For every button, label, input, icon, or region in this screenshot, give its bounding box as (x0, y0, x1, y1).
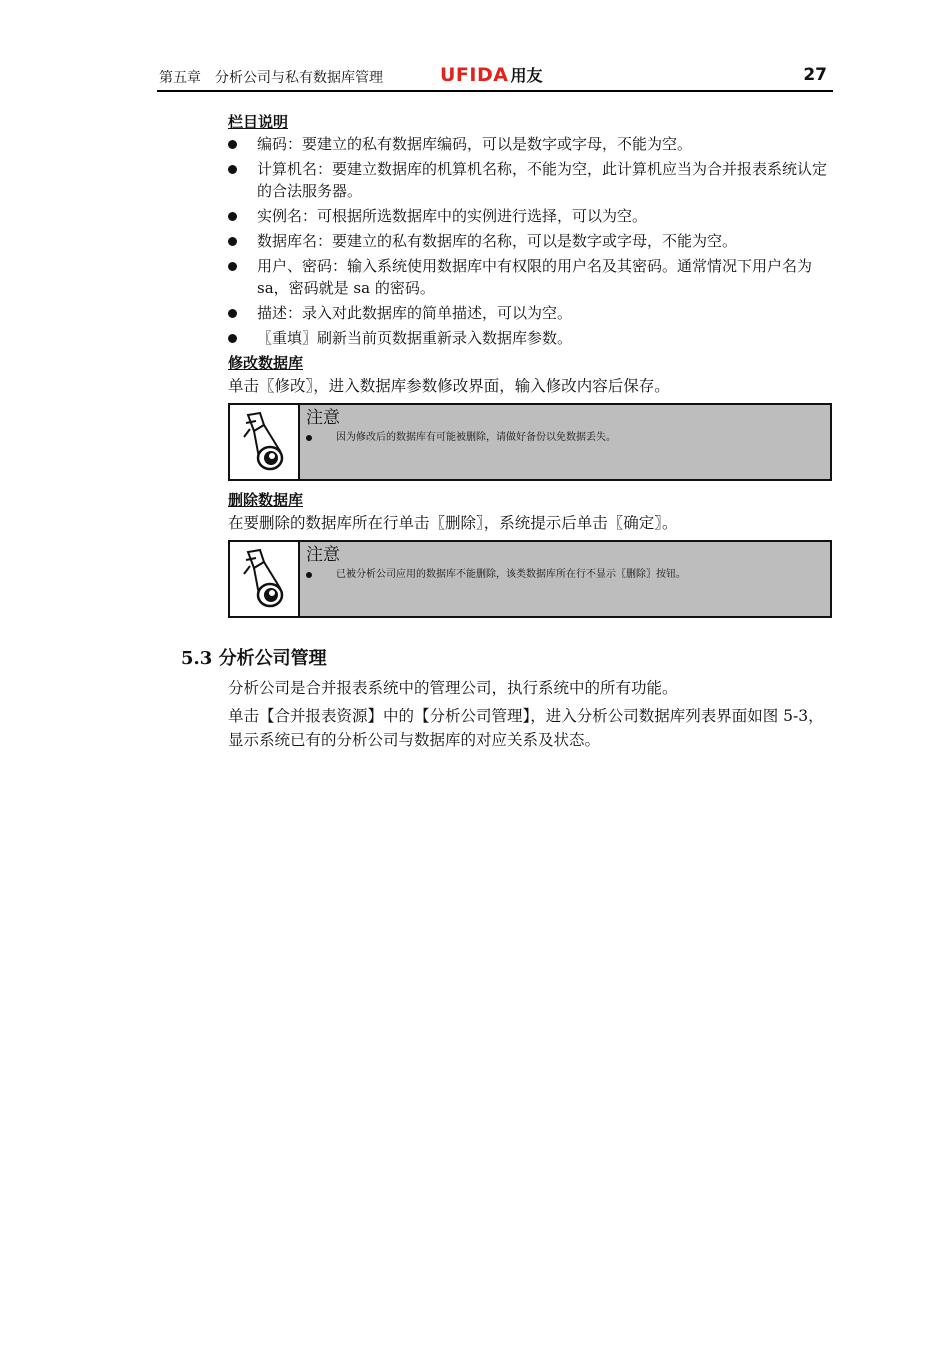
bullet-icon (228, 237, 237, 246)
logo-cn: 用友 (510, 66, 543, 85)
list-item: 描述：录入对此数据库的简单描述，可以为空。 (228, 302, 832, 324)
bullet-icon (228, 140, 237, 149)
bell-icon (230, 405, 300, 479)
list-item: 编码：要建立的私有数据库编码，可以是数字或字母，不能为空。 (228, 133, 832, 155)
columns-list (228, 133, 832, 349)
bell-icon (230, 542, 300, 616)
delete-text: 在要删除的数据库所在行单击〖删除〗，系统提示后单击〖确定〗。 (228, 514, 678, 532)
bullet-icon (228, 309, 237, 318)
section-title-columns: 栏目说明 (228, 113, 289, 131)
note-box-delete (228, 540, 832, 618)
ufida-logo (440, 63, 542, 86)
bullet-icon (228, 334, 237, 343)
list-item: 数据库名：要建立的私有数据库的名称，可以是数字或字母，不能为空。 (228, 230, 832, 252)
note-item: 因为修改后的数据库有可能被删除，请做好备份以免数据丢失。 (306, 429, 824, 447)
note-item: 已被分析公司应用的数据库不能删除，该类数据库所在行不显示〖删除〗按钮。 (306, 566, 824, 584)
modify-text: 单击〖修改〗，进入数据库参数修改界面，输入修改内容后保存。 (228, 377, 670, 395)
section-title-delete: 删除数据库 (228, 491, 304, 509)
main-content (228, 111, 832, 626)
list-item: 实例名：可根据所选数据库中的实例进行选择，可以为空。 (228, 205, 832, 227)
section-title-modify: 修改数据库 (228, 354, 304, 372)
paragraph: 单击【合并报表资源】中的【分析公司管理】，进入分析公司数据库列表界面如图 5-3，显示系统已有的分析公司与数据库的对应关系及状态。 (228, 707, 824, 749)
note-box-modify (228, 403, 832, 481)
list-item: 计算机名：要建立数据库的机算机名称，不能为空，此计算机应当为合并报表系统认定的合法服务器。 (228, 158, 832, 202)
section-5-3-body (228, 676, 832, 756)
bullet-icon (228, 165, 237, 174)
chapter-title: 第五章 分析公司与私有数据库管理 (159, 70, 383, 86)
bullet-icon (228, 262, 237, 271)
page-number: 27 (803, 65, 827, 85)
logo-brand: UFIDA (440, 64, 509, 86)
page-header (157, 62, 833, 92)
note-title: 注意 (306, 545, 340, 565)
list-item: 〖重填〗刷新当前页数据重新录入数据库参数。 (228, 327, 832, 349)
section-heading-5-3: 5.3 分析公司管理 (181, 648, 327, 669)
paragraph: 分析公司是合并报表系统中的管理公司，执行系统中的所有功能。 (228, 679, 678, 697)
bullet-icon (228, 212, 237, 221)
note-title: 注意 (306, 408, 340, 428)
list-item: 用户、密码：输入系统使用数据库中有权限的用户名及其密码。通常情况下用户名为 sa，密码就是 sa 的密码。 (228, 255, 832, 299)
bullet-icon (306, 572, 312, 578)
bullet-icon (306, 435, 312, 441)
